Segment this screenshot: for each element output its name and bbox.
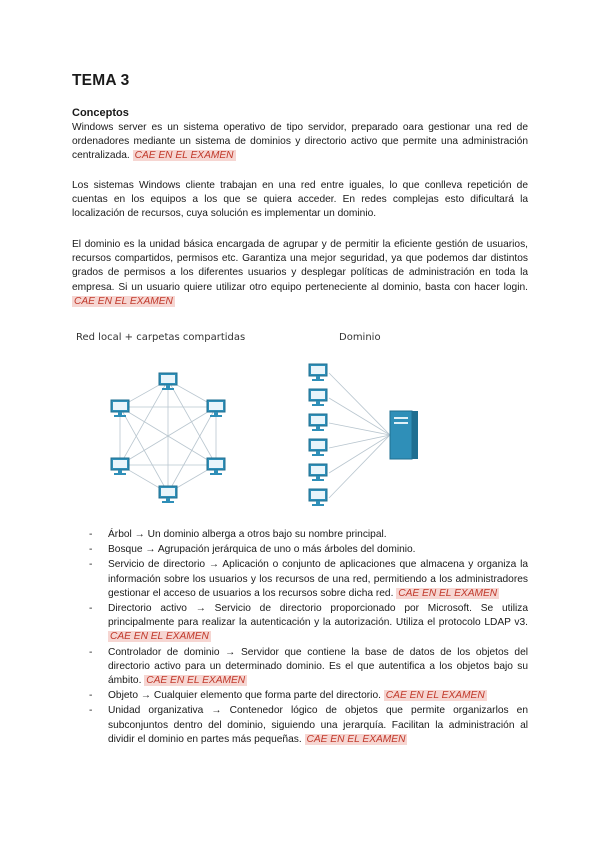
computer-icon bbox=[111, 400, 129, 417]
network-diagram bbox=[72, 325, 528, 525]
list-bullet: - bbox=[89, 559, 93, 571]
computer-icon bbox=[309, 439, 327, 456]
computer-icon bbox=[207, 458, 225, 475]
computer-icon bbox=[207, 400, 225, 417]
computer-icon bbox=[309, 389, 327, 406]
computer-icon bbox=[159, 486, 177, 503]
computer-icon bbox=[309, 489, 327, 506]
paragraph-3 bbox=[72, 238, 528, 309]
mesh-link bbox=[168, 407, 216, 493]
domain-link bbox=[329, 435, 390, 498]
server-icon bbox=[390, 411, 418, 459]
exam-tag: CAE EN EL EXAMEN bbox=[306, 733, 406, 745]
page-title: TEMA 3 bbox=[72, 72, 130, 89]
paragraph-1 bbox=[72, 121, 528, 164]
list-item bbox=[72, 528, 528, 542]
domain-link bbox=[329, 435, 390, 473]
list-bullet: - bbox=[89, 705, 93, 717]
list-bullet: - bbox=[89, 544, 93, 556]
diagram-illustration bbox=[72, 325, 528, 525]
list-item-text: Servicio de directorio → Aplicación o conjunto de aplicaciones que almacena y organiza la información sobre los usuarios y los recursos de una red, permitiendo a los administradores gestionar el acceso de usuarios a los recursos sobre dicha red. bbox=[108, 559, 528, 599]
list-bullet: - bbox=[89, 529, 93, 540]
section-heading: Conceptos bbox=[72, 107, 129, 119]
list-item bbox=[72, 602, 528, 645]
exam-tag: CAE EN EL EXAMEN bbox=[110, 631, 209, 643]
mesh-link bbox=[120, 380, 168, 465]
list-item-text: Objeto → Cualquier elemento que forma parte del directorio. bbox=[108, 690, 381, 702]
computer-icon bbox=[309, 364, 327, 381]
mesh-link bbox=[120, 407, 168, 493]
paragraph-text: Windows server es un sistema operativo de tipo servidor, preparado oara gestionar una red de ordenadores mediante un sistema de dominios y directorio activo que permite una administración centralizada. bbox=[72, 122, 528, 162]
exam-tag: CAE EN EL EXAMEN bbox=[134, 150, 234, 162]
list-item bbox=[72, 558, 528, 601]
list-bullet: - bbox=[89, 690, 93, 702]
list-bullet: - bbox=[89, 646, 93, 658]
list-bullet: - bbox=[89, 603, 93, 615]
domain-link bbox=[329, 435, 390, 448]
list-item-text: Unidad organizativa → Contenedor lógico de objetos que permite organizarlos en subconjuntos dentro del dominio, siguiendo una jerarquía. Facilitan la administración al dividir el dominio en partes más pequeñas. bbox=[108, 705, 528, 745]
diagram-label-peer-network: Red local + carpetas compartidas bbox=[76, 332, 246, 343]
list-item bbox=[72, 704, 528, 747]
exam-tag: CAE EN EL EXAMEN bbox=[398, 587, 498, 599]
list-item-text: Directorio activo → Servicio de directorio proporcionado por Microsoft. Se utiliza principalmente para realizar la autenticación y la autorización. Utiliza el protocolo LDAP v3. bbox=[108, 603, 528, 629]
list-item bbox=[72, 646, 528, 689]
diagram-label-domain: Dominio bbox=[339, 332, 381, 343]
exam-tag: CAE EN EL EXAMEN bbox=[385, 690, 485, 702]
list-item bbox=[72, 689, 528, 703]
computer-icon bbox=[111, 458, 129, 475]
paragraph-text: Los sistemas Windows cliente trabajan en una red entre iguales, lo que conlleva repetición de cuentas en los equipos a los que se quiera acceder. En redes complejas esto dificultará la localización de recursos, cuya solución es implementar un dominio. bbox=[72, 180, 528, 220]
mesh-link bbox=[168, 380, 216, 465]
computer-icon bbox=[309, 414, 327, 431]
exam-tag: CAE EN EL EXAMEN bbox=[146, 675, 246, 687]
paragraph-2 bbox=[72, 179, 528, 222]
computer-icon bbox=[159, 373, 177, 390]
list-item-text: Bosque → Agrupación jerárquica de uno o más árboles del dominio. bbox=[108, 544, 416, 556]
list-item-text: Árbol → Un dominio alberga a otros bajo su nombre principal. bbox=[108, 529, 387, 540]
paragraph-text: El dominio es la unidad básica encargada de agrupar y de permitir la eficiente gestión de usuarios, recursos compartidos, permisos etc. Garantiza una mejor seguridad, ya que podemos dar distintos grados de permisos a los diferentes usuarios y desplegar políticas de administración en toda la empresa. Si un usuario quiere utilizar otro equipo perteneciente al dominio, basta con hacer login. bbox=[72, 239, 528, 293]
concept-list bbox=[72, 528, 528, 748]
computer-icon bbox=[309, 464, 327, 481]
exam-tag: CAE EN EL EXAMEN bbox=[74, 295, 173, 307]
list-item-text: Controlador de dominio → Servidor que contiene la base de datos de los objetos del directorio activo para un determinado dominio. Es el que autentifica a los objetos bajo su ámbito. bbox=[108, 646, 528, 687]
list-item bbox=[72, 543, 528, 557]
